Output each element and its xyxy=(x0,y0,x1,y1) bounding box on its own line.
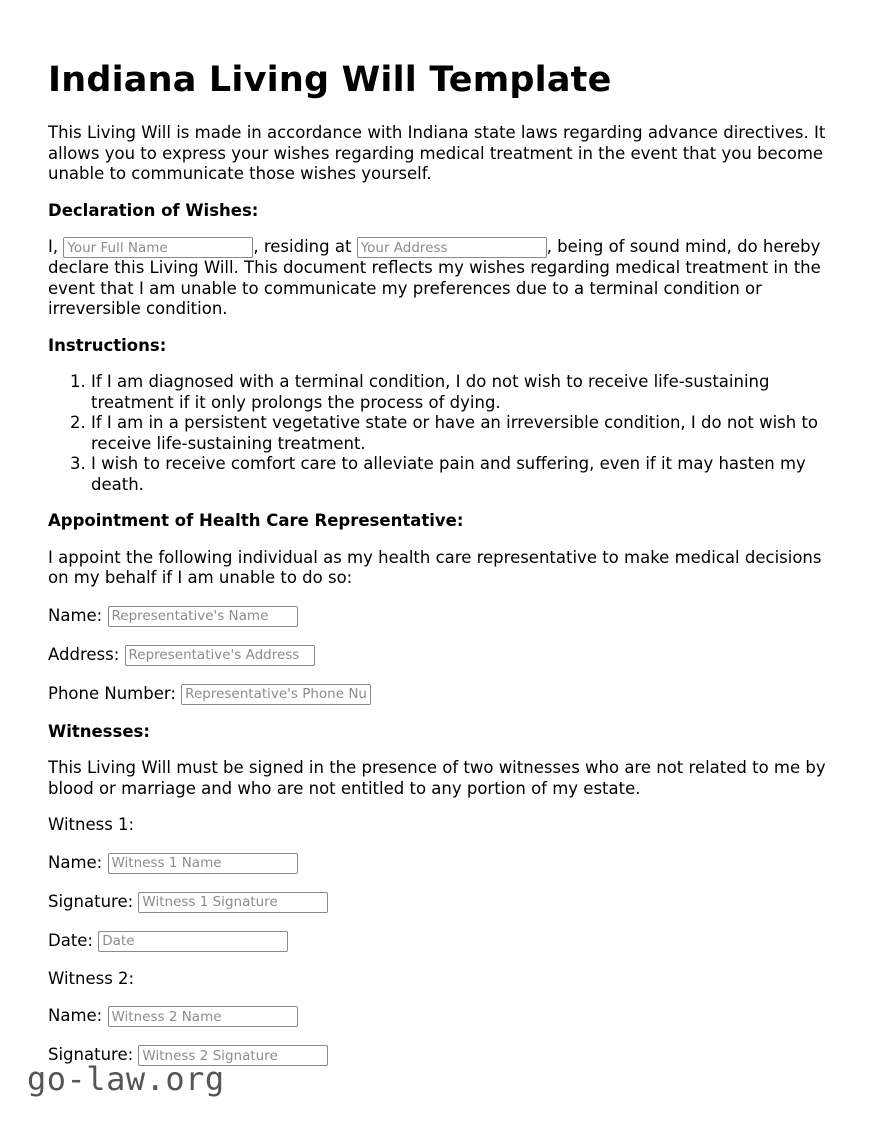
declaration-prefix: I, xyxy=(48,237,59,256)
rep-address-row xyxy=(48,644,828,666)
witness-2-label: Witness 2: xyxy=(48,968,135,988)
declaration-suffix: , being of sound mind, do hereby declare this Living Will. This document reflects my wishes regarding medical treatment in the event that I am unable to communicate my preferences due to a terminal condition or irreversible condition. xyxy=(48,237,821,318)
list-item: 3. I wish to receive comfort care to alleviate pain and suffering, even if it may hasten my death. xyxy=(91,454,828,495)
rep-phone-label: Phone Number: xyxy=(48,683,176,703)
list-item: 2. If I am in a persistent vegetative state or have an irreversible condition, I do not wish to receive life-sustaining treatment. xyxy=(91,413,828,454)
rep-address-label: Address: xyxy=(48,644,120,664)
rep-name-input[interactable] xyxy=(108,606,298,627)
list-item: 1. If I am diagnosed with a terminal condition, I do not wish to receive life-sustaining treatment if it only prolongs the process of dying. xyxy=(91,372,828,413)
rep-phone-input[interactable] xyxy=(181,684,371,705)
instructions-list xyxy=(48,372,828,495)
witness-1-name-row xyxy=(48,852,828,874)
intro-paragraph: This Living Will is made in accordance with Indiana state laws regarding advance directives. It allows you to express your wishes regarding medical treatment in the event that you become unable to communicate those wishes yourself. xyxy=(48,123,826,183)
witnesses-paragraph: This Living Will must be signed in the presence of two witnesses who are not related to me by blood or marriage and who are not entitled to any portion of my estate. xyxy=(48,758,826,798)
full-name-input[interactable] xyxy=(63,237,253,258)
witness-1-name-label: Name: xyxy=(48,852,103,872)
representative-heading: Appointment of Health Care Representative: xyxy=(48,511,464,530)
declaration-middle: , residing at xyxy=(253,237,352,256)
witness-1-name-input[interactable] xyxy=(108,853,298,874)
instructions-heading: Instructions: xyxy=(48,335,167,355)
rep-name-row xyxy=(48,605,828,627)
watermark: go-law.org xyxy=(27,1060,225,1098)
declaration-heading: Declaration of Wishes: xyxy=(48,200,259,220)
declaration-paragraph xyxy=(48,237,828,320)
witness-1-label: Witness 1: xyxy=(48,815,135,834)
address-input[interactable] xyxy=(357,237,547,258)
witness-2-signature-label: Signature: xyxy=(48,1045,134,1064)
witness-1-date-label: Date: xyxy=(48,930,93,950)
witness-2-name-row xyxy=(48,1005,828,1027)
witness-1-date-input[interactable] xyxy=(98,931,288,952)
document xyxy=(48,58,828,1083)
witness-2-name-label: Name: xyxy=(48,1006,103,1025)
witness-1-date-row xyxy=(48,930,828,952)
representative-paragraph: I appoint the following individual as my health care representative to make medical decisions on my behalf if I am unable to do so: xyxy=(48,547,822,587)
witnesses-heading: Witnesses: xyxy=(48,721,150,741)
rep-name-label: Name: xyxy=(48,605,103,625)
rep-address-input[interactable] xyxy=(125,645,315,666)
page-title: Indiana Living Will Template xyxy=(48,60,612,100)
witness-1-signature-input[interactable] xyxy=(138,892,328,913)
witness-1-signature-row xyxy=(48,891,828,913)
witness-2-name-input[interactable] xyxy=(108,1006,298,1027)
witness-1-signature-label: Signature: xyxy=(48,891,134,911)
rep-phone-row xyxy=(48,683,828,705)
